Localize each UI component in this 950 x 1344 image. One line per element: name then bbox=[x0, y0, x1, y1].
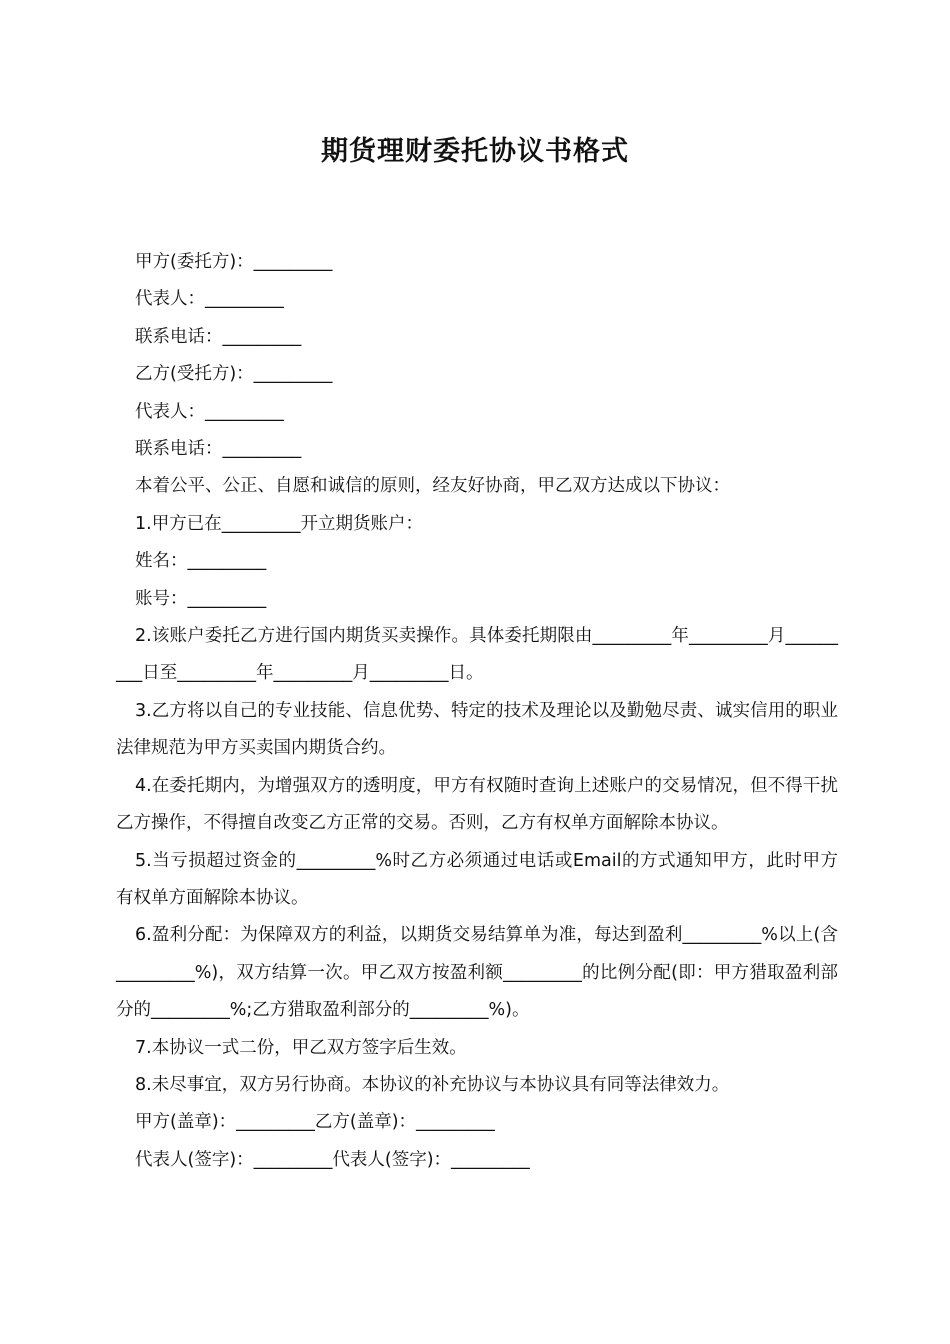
clause-5-paragraph: 5.当亏损超过资金的_________%时乙方必须通过电话或Email的方式通知甲方，此时甲方有权单方面解除本协议。 bbox=[116, 850, 838, 908]
preamble-line: 本着公平、公正、自愿和诚信的原则，经友好协商，甲乙双方达成以下协议： bbox=[135, 476, 730, 497]
clause-3-paragraph: 3.乙方将以自己的专业技能、信息优势、特定的技术及理论以及勤勉尽责、诚实信用的职业法律规范为甲方买卖国内期货合约。 bbox=[116, 700, 838, 759]
party-b-representative-line: 代表人：_________ bbox=[135, 401, 284, 422]
party-b-phone-line: 联系电话：_________ bbox=[135, 439, 302, 460]
account-name-line: 姓名：_________ bbox=[135, 551, 267, 572]
seal-line: 甲方(盖章)：_________乙方(盖章)：_________ bbox=[135, 1112, 495, 1133]
clause-1-line: 1.甲方已在_________开立期货账户： bbox=[135, 513, 423, 534]
document-body bbox=[116, 244, 838, 1179]
party-b-line: 乙方(受托方)：_________ bbox=[135, 364, 333, 385]
account-number-line: 账号：_________ bbox=[135, 588, 267, 609]
signature-line: 代表人(签字)：_________代表人(签字)：_________ bbox=[135, 1149, 530, 1170]
clause-6-paragraph: 6.盈利分配：为保障双方的利益，以期货交易结算单为准，每达到盈利_________%以上(含_________%)，双方结算一次。甲乙双方按盈利额_________的比例分配(即：甲方猎取盈利部分的_________%;乙方猎取盈利部分的_________%)。 bbox=[116, 925, 838, 1021]
party-a-phone-line: 联系电话：_________ bbox=[135, 326, 302, 347]
clause-4-paragraph: 4.在委托期内，为增强双方的透明度，甲方有权随时查询上述账户的交易情况，但不得干扰乙方操作，不得擅自改变乙方正常的交易。否则，乙方有权单方面解除本协议。 bbox=[116, 775, 838, 834]
party-a-representative-line: 代表人：_________ bbox=[135, 289, 284, 310]
party-a-line: 甲方(委托方)：_________ bbox=[135, 252, 333, 272]
clause-2-paragraph: 2.该账户委托乙方进行国内期货买卖操作。具体委托期限由_________年_________月_________日至_________年_________月_________日。 bbox=[116, 626, 838, 684]
clause-7-line: 7.本协议一式二份，甲乙双方签字后生效。 bbox=[135, 1037, 467, 1058]
document-title: 期货理财委托协议书格式 bbox=[321, 136, 629, 167]
clause-8-line: 8.未尽事宜，双方另行协商。本协议的补充协议与本协议具有同等法律效力。 bbox=[135, 1074, 730, 1095]
